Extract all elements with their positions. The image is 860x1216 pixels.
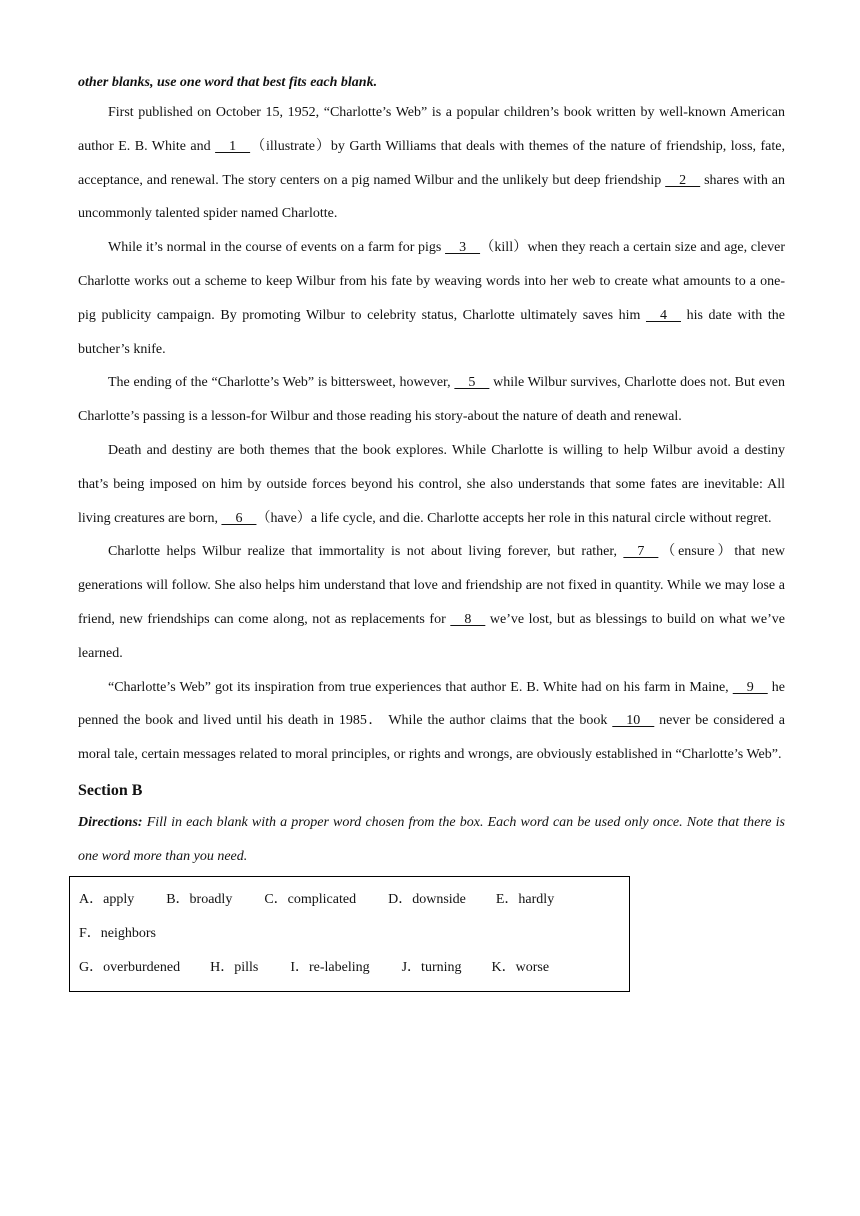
blank-6[interactable]: 6	[221, 510, 257, 526]
word-box-row	[79, 917, 629, 951]
word-box	[69, 876, 630, 992]
blank-1[interactable]: 1	[215, 138, 251, 154]
passage-text: The ending of the “Charlotte’s Web” is bittersweet, however,	[108, 375, 455, 391]
blank-4[interactable]: 4	[645, 307, 681, 323]
passage-paragraph	[78, 366, 785, 434]
directions-text: Fill in each blank with a proper word chosen from the box. Each word can be used only once. Note that there is one word more than you need.	[78, 814, 785, 864]
passage-text: while Wilbur survives, Charlotte does not. But even Charlotte’s passing is a lesson-for Wilbur and those reading his story-about the nature of death and renewal.	[78, 375, 785, 425]
word-option: A．apply	[79, 891, 135, 907]
passage-text: never be considered a moral tale, certain messages related to moral principles, or rights and wrongs, are obviously established in “Charlotte’s Web”.	[78, 713, 785, 763]
passage-text: （kill）when they reach a certain size and age, clever Charlotte works out a scheme to keep Wilbur from his fate by weaving words into her web to create what amounts to a one-pig publicity campaign. By promoting Wilbur to celebrity status, Charlotte ultimately saves him	[78, 240, 785, 323]
word-option: K．worse	[491, 959, 550, 975]
passage-text: （illustrate）by Garth Williams that deals with themes of the nature of friendship, loss, fate, acceptance, and renewal. The story centers on a pig named Wilbur and the unlikely but deep friendship	[78, 138, 785, 188]
blank-7[interactable]: 7	[623, 544, 659, 560]
passage	[78, 96, 785, 772]
passage-paragraph	[78, 434, 785, 535]
word-option: I．re-labeling	[290, 959, 370, 975]
passage-text: Death and destiny are both themes that the book explores. While Charlotte is willing to help Wilbur avoid a destiny that’s being imposed on him by outside forces beyond his control, she also understands that some fates are inevitable: All living creatures are born,	[78, 442, 785, 526]
blank-8[interactable]: 8	[450, 611, 486, 627]
word-option: D．downside	[388, 891, 466, 907]
section-b-directions	[78, 806, 785, 874]
document-page	[78, 72, 785, 992]
instructions-tail: other blanks, use one word that best fits each blank.	[78, 75, 378, 90]
word-option: G．overburdened	[79, 959, 181, 975]
passage-text: （have）a life cycle, and die. Charlotte accepts her role in this natural circle without regret.	[256, 510, 772, 526]
word-option: B．broadly	[166, 891, 233, 907]
passage-paragraph	[78, 671, 785, 772]
passage-text: shares with an uncommonly talented spider named Charlotte.	[78, 172, 786, 222]
blank-3[interactable]: 3	[445, 240, 481, 256]
passage-text: （ensure）that new generations will follow. She also helps him understand that love and friendship are not fixed in quantity. While we may lose a friend, new friendships can come along, not as replacements for	[78, 544, 785, 627]
section-b-title: Section B	[78, 781, 143, 799]
passage-paragraph	[78, 535, 785, 670]
word-option: C．complicated	[264, 891, 357, 907]
word-box-row	[79, 883, 629, 917]
passage-paragraph	[78, 96, 785, 231]
word-box-row	[79, 951, 629, 985]
passage-text: we’ve lost, but as blessings to build on what we’ve learned.	[78, 611, 785, 661]
passage-text: Charlotte helps Wilbur realize that immortality is not about living forever, but rather,	[108, 544, 624, 560]
blank-5[interactable]: 5	[454, 375, 490, 391]
passage-text: While it’s normal in the course of events on a farm for pigs	[108, 240, 446, 256]
word-option: H．pills	[210, 959, 259, 975]
word-option: E．hardly	[495, 891, 555, 907]
passage-text: First published on October 15, 1952, “Charlotte’s Web” is a popular children’s book written by well-known American author E. B. White and	[78, 105, 785, 154]
passage-paragraph	[78, 231, 785, 366]
blank-10[interactable]: 10	[612, 713, 655, 729]
blank-2[interactable]: 2	[665, 172, 701, 188]
word-option: J．turning	[401, 959, 462, 975]
passage-text: “Charlotte’s Web” got its inspiration from true experiences that author E. B. White had on his farm in Maine,	[108, 679, 733, 695]
passage-text: his date with the butcher’s knife.	[78, 307, 785, 357]
passage-text: he penned the book and lived until his death in 1985． While the author claims that the book	[78, 679, 786, 729]
blank-9[interactable]: 9	[732, 679, 768, 695]
directions-label: Directions:	[78, 814, 143, 830]
word-option: F．neighbors	[79, 925, 156, 941]
